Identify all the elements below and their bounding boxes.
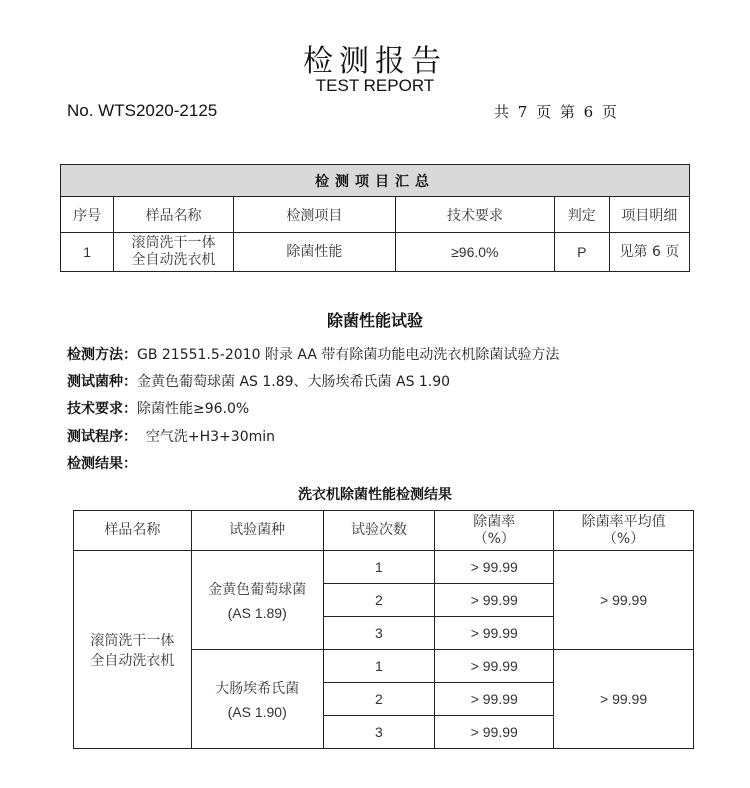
summary-header-no: 序号: [61, 197, 114, 233]
report-number: No. WTS2020-2125: [67, 101, 218, 120]
results-strain-code: (AS 1.90): [227, 704, 287, 720]
requirement-line: [67, 398, 249, 418]
method-line: [67, 344, 559, 364]
results-rate-cell: > 99.99: [435, 716, 554, 749]
results-sample-line1: 滚筒洗干一体: [90, 632, 175, 649]
results-header-trial: 试验次数: [323, 511, 435, 551]
result-line: [67, 453, 137, 473]
results-header-rate-line2: （%）: [473, 530, 515, 547]
results-header-rate: [435, 511, 554, 551]
summary-table: [60, 164, 690, 272]
summary-cell-requirement: ≥96.0%: [395, 233, 554, 272]
results-rate-cell: > 99.99: [435, 650, 554, 683]
method-value: GB 21551.5-2010 附录 AA 带有除菌功能电动洗衣机除菌试验方法: [137, 347, 560, 363]
results-strain-name: 金黄色葡萄球菌: [208, 582, 307, 598]
results-header-average-line2: （%）: [602, 530, 645, 547]
results-rate-cell: > 99.99: [435, 683, 554, 716]
results-trial-cell: 2: [323, 683, 435, 716]
summary-cell-detail: 见第 6 页: [609, 233, 689, 272]
strain-line: [67, 371, 450, 391]
procedure-line: [67, 426, 275, 446]
report-title-en: TEST REPORT: [315, 76, 435, 95]
results-trial-cell: 1: [323, 650, 435, 683]
summary-header-requirement: 技术要求: [395, 197, 554, 233]
results-rate-cell: > 99.99: [435, 551, 554, 584]
requirement-value: 除菌性能≥96.0%: [137, 401, 250, 417]
summary-cell-no: 1: [61, 233, 114, 272]
results-table: [73, 510, 694, 749]
procedure-label: 测试程序：: [67, 429, 137, 445]
results-header-average: [554, 511, 694, 551]
results-sample-cell: [74, 551, 192, 749]
summary-cell-verdict: P: [554, 233, 609, 272]
results-strain-cell: [191, 650, 323, 749]
results-header-rate-line1: 除菌率: [473, 513, 516, 530]
strain-label: 测试菌种：: [67, 374, 137, 390]
summary-cell-sample: [114, 233, 233, 272]
results-trial-cell: 2: [323, 584, 435, 617]
results-trial-cell: 3: [323, 716, 435, 749]
summary-cell-item: 除菌性能: [233, 233, 395, 272]
results-rate-cell: > 99.99: [435, 584, 554, 617]
results-header-strain: 试验菌种: [191, 511, 323, 551]
summary-header-sample: 样品名称: [114, 197, 233, 233]
summary-sample-line2: 全自动洗衣机: [131, 252, 216, 268]
results-trial-cell: 3: [323, 617, 435, 650]
summary-header-detail: 项目明细: [609, 197, 689, 233]
result-label: 检测结果：: [67, 456, 137, 472]
summary-sample-line1: 滚筒洗干一体: [131, 235, 216, 251]
procedure-value: 空气洗+H3+30min: [145, 429, 276, 445]
section-title: 除菌性能试验: [326, 311, 423, 330]
results-sample-line2: 全自动洗衣机: [90, 652, 175, 669]
results-header-sample: 样品名称: [74, 511, 192, 551]
method-label: 检测方法：: [67, 347, 137, 363]
results-strain-cell: [191, 551, 323, 650]
strain-value: 金黄色葡萄球菌 AS 1.89、大肠埃希氏菌 AS 1.90: [137, 374, 451, 390]
results-row: [74, 551, 694, 584]
results-rate-cell: > 99.99: [435, 617, 554, 650]
results-strain-code: (AS 1.89): [227, 605, 287, 621]
results-table-title: 洗衣机除菌性能检测结果: [298, 487, 452, 503]
report-title-cn: 检测报告: [303, 44, 447, 79]
requirement-label: 技术要求：: [67, 401, 137, 417]
results-strain-name: 大肠埃希氏菌: [215, 681, 300, 697]
page-indicator: 共 7 页 第 6 页: [494, 103, 619, 121]
summary-caption: 检测项目汇总: [61, 165, 690, 197]
results-average-cell: > 99.99: [554, 650, 694, 749]
results-trial-cell: 1: [323, 551, 435, 584]
summary-header-item: 检测项目: [233, 197, 395, 233]
results-header-average-line1: 除菌率平均值: [581, 513, 666, 530]
summary-row: [61, 233, 690, 272]
summary-header-verdict: 判定: [554, 197, 609, 233]
results-average-cell: > 99.99: [554, 551, 694, 650]
